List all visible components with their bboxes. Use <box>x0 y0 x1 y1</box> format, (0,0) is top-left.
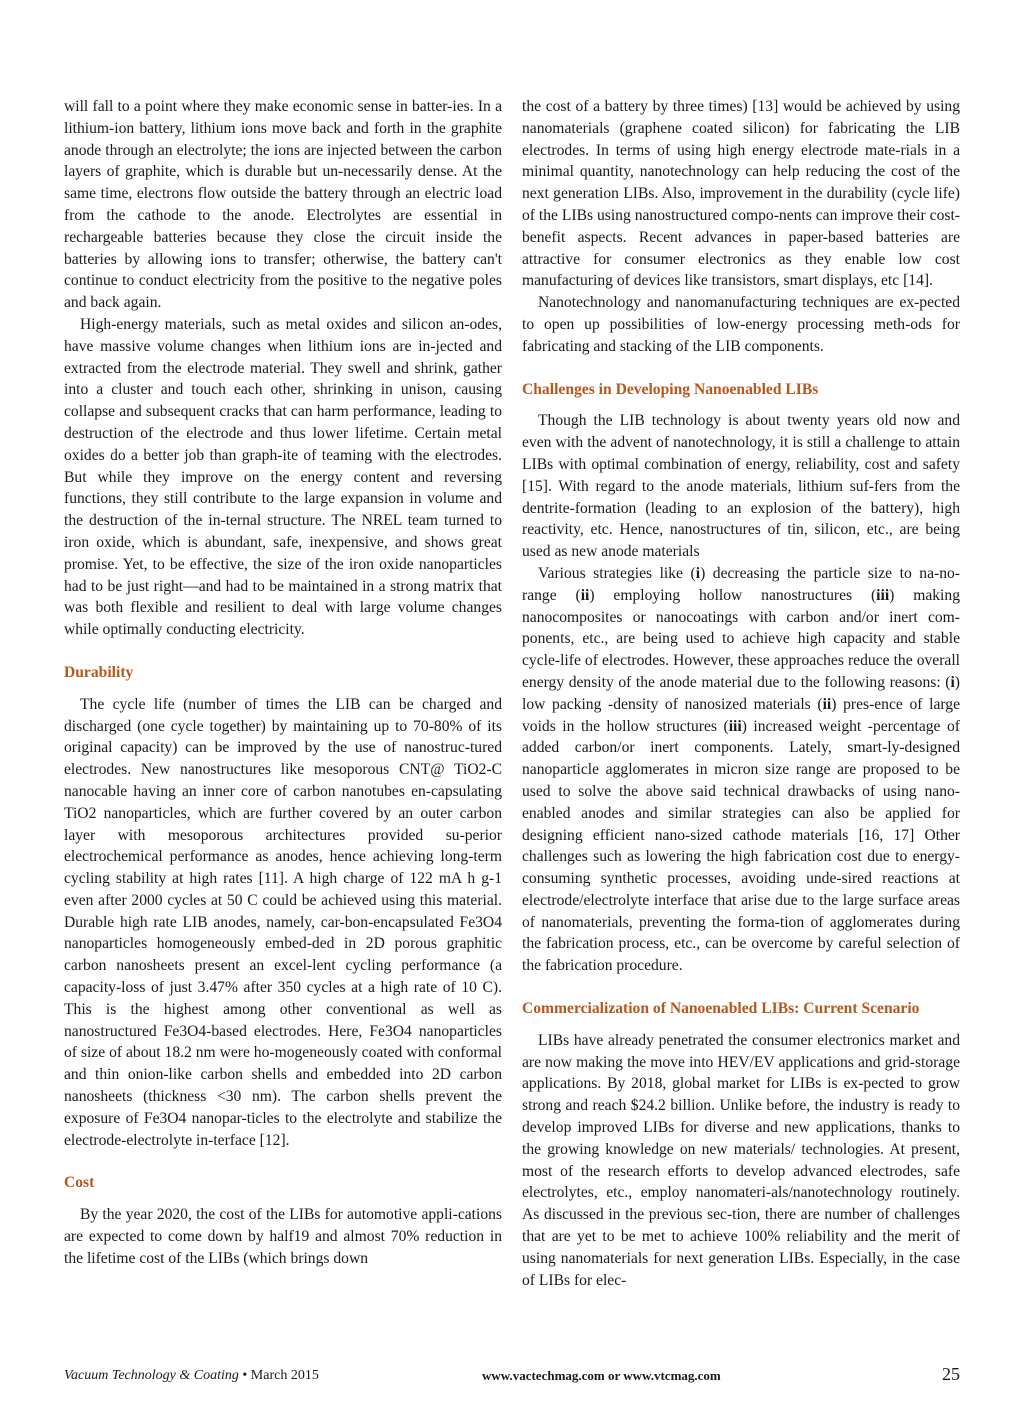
section-heading-cost: Cost <box>64 1174 95 1192</box>
paragraph-cost-continued: the cost of a battery by three times) [13] would be achieved by using nanomaterials (graphene coated silicon) for fabricating the LIB electrodes. In terms of using high energy electrode mate-rials in a minimal quantity, nanotechnology can help reducing the cost of the next generation LIBs. Also, improvement in the durability (cycle life) of the LIBs using nanostructured compo-nents can improve their cost- benefit aspects. Recent advances in paper-based batteries are attractive for consumer electronics as they enable low cost manufacturing of devices like transistors, smart displays, etc [14]. <box>522 98 960 290</box>
footer-websites: www.vactechmag.com or www.vtcmag.com <box>482 1368 721 1383</box>
section-heading-challenges: Challenges in Developing Nanoenabled LIBs <box>522 380 819 398</box>
section-heading-commercialization: Commercialization of Nanoenabled LIBs: Current Scenario <box>522 1000 920 1018</box>
page-number: 25 <box>942 1364 960 1384</box>
footer-publication <box>64 1368 319 1384</box>
paragraph-cost: By the year 2020, the cost of the LIBs for automotive appli-cations are expected to come down by half19 and almost 70% reduction in the lifetime cost of the LIBs (which brings down <box>64 1206 502 1267</box>
right-column <box>522 96 960 1291</box>
paragraph-commercialization: LIBs have already penetrated the consumer electronics market and are now making the move into HEV/EV applications and grid-storage applications. By 2018, global market for LIBs is ex-pected to grow strong and reach $24.2 billion. Unlike before, the industry is ready to develop improved LIBs for diverse and new applications, thanks to the growing knowledge on new materials/ technologies. At present, most of the research efforts to develop advanced electrodes, safe electrolytes, etc., employ nanomateri-als/nanotechnology routinely. As discussed in the previous sec-tion, there are number of challenges that are yet to be met to achieve 100% reliability and the merit of using nanomaterials for next generation LIBs. Especially, in the case of LIBs for elec- <box>522 1031 960 1289</box>
footer-magazine-title: Vacuum Technology & Coating <box>64 1368 239 1383</box>
paragraph-nanomanufacturing: Nanotechnology and nanomanufacturing techniques are ex-pected to open up possibilities of low-energy processing meth-ods for fabricating and stacking of the LIB components. <box>522 294 960 355</box>
section-heading-durability: Durability <box>64 663 134 681</box>
paragraph-strategies: Various strategies like (i) decreasing the particle size to na-no-range (ii) employing hollow nanostructures (iii) making nanocomposites or nanocoatings with carbon and/or inert com-ponents, etc., are being used to achieve high capacity and stable cycle-life of electrodes. However, these approaches reduce the overall energy density of the anode material due to the following reasons: (i) low packing -density of nanosized materials (ii) pres-ence of large voids in the hollow structures (iii) increased weight -percentage of added carbon/or inert components. Lately, smart-ly-designed nanoparticle agglomerates in micron size range are proposed to be used to solve the above said technical drawbacks of using nano-enabled anodes and similar strategies can also be applied for designing efficient nano-sized cathode materials [16, 17] Other challenges such as lowering the high fabrication cost due to energy- consuming synthetic processes, avoiding unde-sired reactions at electrode/electrolyte interface that arise due to the large surface areas of nanomaterials, preventing the forma-tion of agglomerates during the fabrication process, etc., can be overcome by careful selection of the fabrication procedure. <box>522 564 960 975</box>
paragraph-durability: The cycle life (number of times the LIB can be charged and discharged (one cycle together) by maintaining up to 70-80% of its original capacity) can be improved by the use of nanostruc-tured electrodes. New nanostructures like mesoporous CNT@ TiO2-C nanocable having an inner core of carbon nanotubes en-capsulating TiO2 nanoparticles, which are further covered by an outer carbon layer with mesoporous architectures provided su-perior electrochemical performance as anodes, hence achieving long-term cycling stability at high rates [11]. A high charge of 122 mA h g-1 even after 2000 cycles at 50 C could be achieved using this material. Durable high rate LIB anodes, namely, car-bon-encapsulated Fe3O4 nanoparticles homogeneously embed-ded in 2D porous graphitic carbon nanosheets present an excel-lent cycling performance (a capacity-loss of just 3.47% after 350 cycles at a high rate of 10 C). This is the highest among other conventional as well as nanostructured Fe3O4-based electrodes. Here, Fe3O4 nanoparticles of size of about 18.2 nm were ho-mogeneously coated with conformal and thin onion-like carbon shells and embedded into 2D carbon nanosheets (thickness <30 nm). The carbon shells prevent the exposure of Fe3O4 nanopar-ticles to the electrolyte and stabilize the electrode-electrolyte in-terface [12]. <box>64 695 502 1149</box>
paragraph-intro-continued: will fall to a point where they make economic sense in batter-ies. In a lithium-ion battery, lithium ions move back and forth in the graphite anode through an electrolyte; the ions are injected between the carbon layers of graphite, which is durable but un-necessarily dense. At the same time, electrons flow outside the battery through an electric load from the cathode to the anode. Electrolytes are essential in rechargeable batteries because they close the circuit inside the batteries by allowing ions to transfer; otherwise, the battery can't continue to conduct electricity from the positive to the negative poles and back again. <box>64 98 502 312</box>
footer-date: March 2015 <box>250 1368 319 1383</box>
page-footer <box>64 1364 960 1388</box>
paragraph-high-energy-materials: High-energy materials, such as metal oxides and silicon an-odes, have massive volume changes when lithium ions are in-jected and extracted from the electrode material. They swell and shrink, gather into a cluster and touch each other, shrinking in unison, causing collapse and subsequent cracks that can harm performance, leading to destruction of the electrode and thus lower lifetime. Certain metal oxides do a better job than graph-ite of teaming with the electrodes. But while they improve on the energy content and reversing functions, they still contribute to the large expansion in volume and the destruction of the in-ternal structure. The NREL team turned to iron oxide, which is abundant, safe, inexpensive, and shows great promise. Yet, to be effective, the size of the iron oxide nanoparticles had to be just right—and had to be maintained in a strong matrix that was both flexible and resilient to deal with large volume changes while optimally conducting electricity. <box>64 315 502 639</box>
footer-separator: • <box>242 1368 248 1383</box>
paragraph-challenges: Though the LIB technology is about twenty years old now and even with the advent of nanotechnology, it is still a challenge to attain LIBs with optimal combination of energy, reliability, cost and safety [15]. With regard to the anode materials, lithium suf-fers from the dentrite-formation (leading to an explosion of the battery), high reactivity, etc. Hence, nanostructures of tin, silicon, etc., are being used as new anode materials <box>522 412 960 561</box>
left-column <box>64 96 502 1270</box>
